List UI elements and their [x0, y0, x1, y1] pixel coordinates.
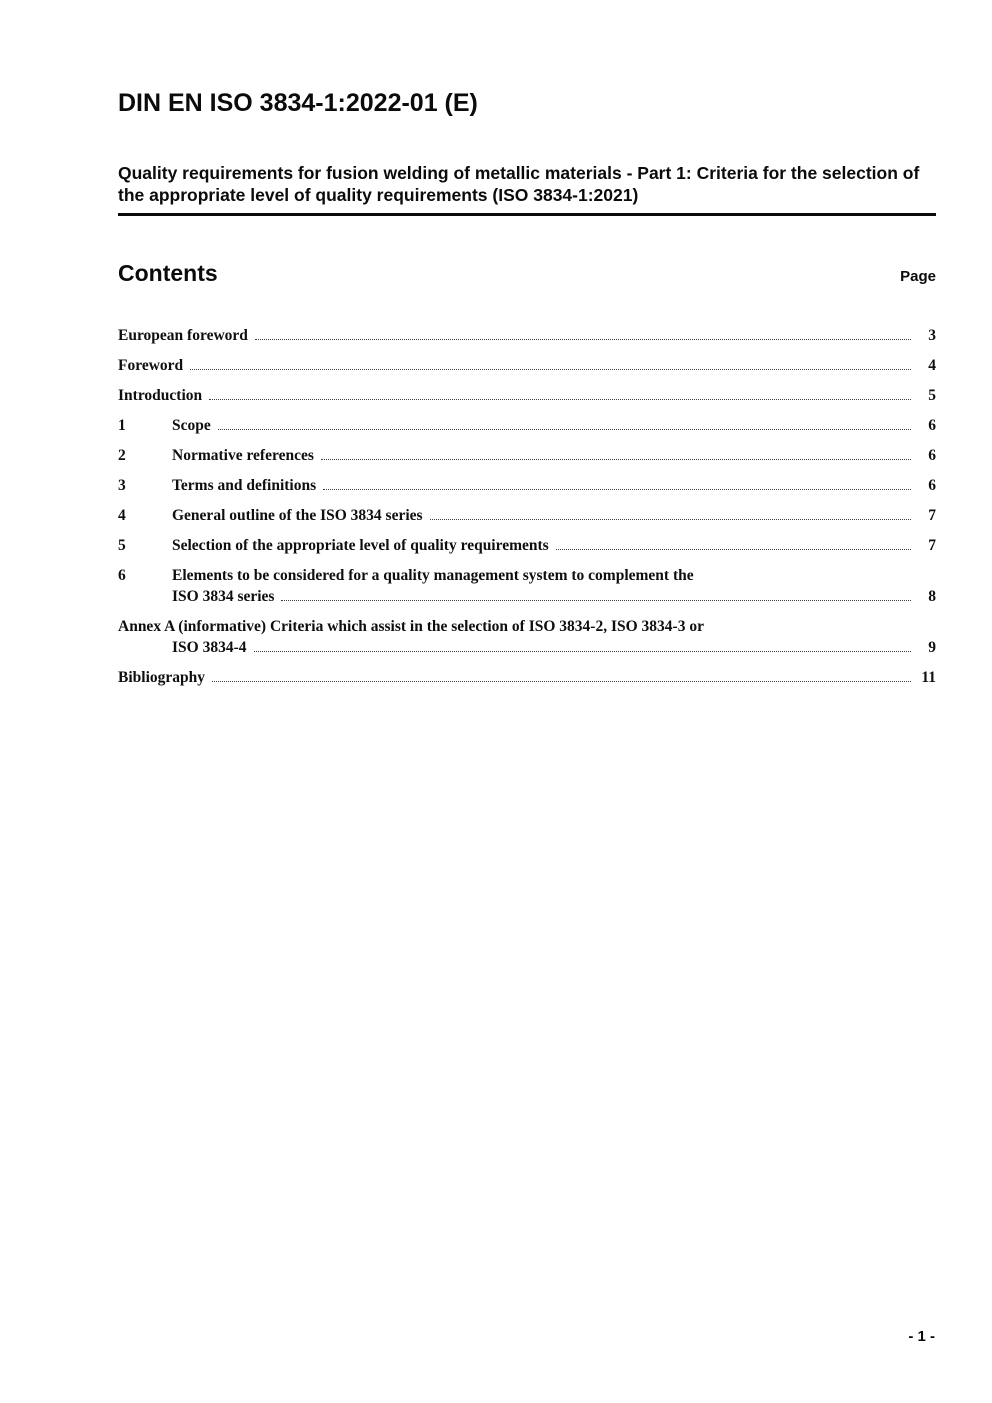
toc-item-page: 8 — [928, 588, 936, 605]
doc-title: Quality requirements for fusion welding of metallic materials - Part 1: Criteria for the selection of the appropriate level of quality requirements (ISO 3834-1:2021) — [118, 162, 936, 216]
toc-item-normative-references — [118, 445, 936, 466]
footer-page-number: - 1 - — [908, 1328, 935, 1345]
toc-item-bibliography — [118, 667, 936, 688]
toc-item-label: Elements to be considered for a quality management system to complement the — [172, 567, 694, 584]
toc-item-number: 1 — [118, 417, 126, 434]
toc-item-number: 4 — [118, 507, 126, 524]
toc-item-number: 3 — [118, 477, 126, 494]
dotted-leader — [212, 681, 911, 682]
dotted-leader — [556, 549, 911, 550]
toc-item-foreword — [118, 355, 936, 376]
dotted-leader — [218, 429, 911, 430]
toc-item-page: 4 — [928, 357, 936, 374]
toc-item-label: Scope — [172, 417, 211, 434]
contents-header — [118, 260, 936, 287]
toc-item-label: European foreword — [118, 327, 248, 344]
toc-item-label: Annex A (informative) Criteria which assist in the selection of ISO 3834-2, ISO 3834-3 or — [118, 618, 704, 635]
dotted-leader — [254, 651, 912, 652]
document-content — [118, 0, 936, 697]
table-of-contents — [118, 325, 936, 688]
toc-item-label-continuation: ISO 3834-4 — [172, 639, 247, 656]
toc-item-page: 6 — [928, 447, 936, 464]
toc-item-label: Terms and definitions — [172, 477, 317, 494]
toc-item-label: General outline of the ISO 3834 series — [172, 507, 423, 524]
toc-item-page: 9 — [928, 639, 936, 656]
toc-item-number: 6 — [118, 567, 126, 584]
contents-heading: Contents — [118, 260, 218, 286]
toc-item-page: 5 — [928, 387, 936, 404]
dotted-leader — [190, 369, 911, 370]
toc-item-number: 5 — [118, 537, 126, 554]
toc-item-label: Introduction — [118, 387, 203, 404]
toc-item-label: Foreword — [118, 357, 184, 374]
toc-item-page: 3 — [928, 327, 936, 344]
toc-item-page: 6 — [928, 477, 936, 494]
dotted-leader — [209, 399, 911, 400]
dotted-leader — [255, 339, 911, 340]
toc-item-selection-of-level — [118, 535, 936, 556]
dotted-leader — [430, 519, 911, 520]
dotted-leader — [323, 489, 911, 490]
toc-item-page: 11 — [921, 669, 936, 686]
doc-number: DIN EN ISO 3834-1:2022-01 (E) — [118, 89, 478, 117]
toc-item-annex-a — [118, 616, 936, 658]
dotted-leader — [321, 459, 911, 460]
page-column-label: Page — [900, 268, 936, 285]
toc-item-page: 7 — [928, 507, 936, 524]
toc-item-introduction — [118, 385, 936, 406]
toc-item-label: Bibliography — [118, 669, 205, 686]
toc-item-page: 6 — [928, 417, 936, 434]
toc-item-label: Normative references — [172, 447, 314, 464]
toc-item-label: Selection of the appropriate level of quality requirements — [172, 537, 549, 554]
toc-item-european-foreword — [118, 325, 936, 346]
toc-item-terms-and-definitions — [118, 475, 936, 496]
toc-item-page: 7 — [928, 537, 936, 554]
dotted-leader — [281, 600, 911, 601]
toc-item-scope — [118, 415, 936, 436]
toc-item-general-outline — [118, 505, 936, 526]
toc-item-number: 2 — [118, 447, 126, 464]
toc-item-label-continuation: ISO 3834 series — [172, 588, 275, 605]
toc-item-elements-quality-management — [118, 565, 936, 607]
